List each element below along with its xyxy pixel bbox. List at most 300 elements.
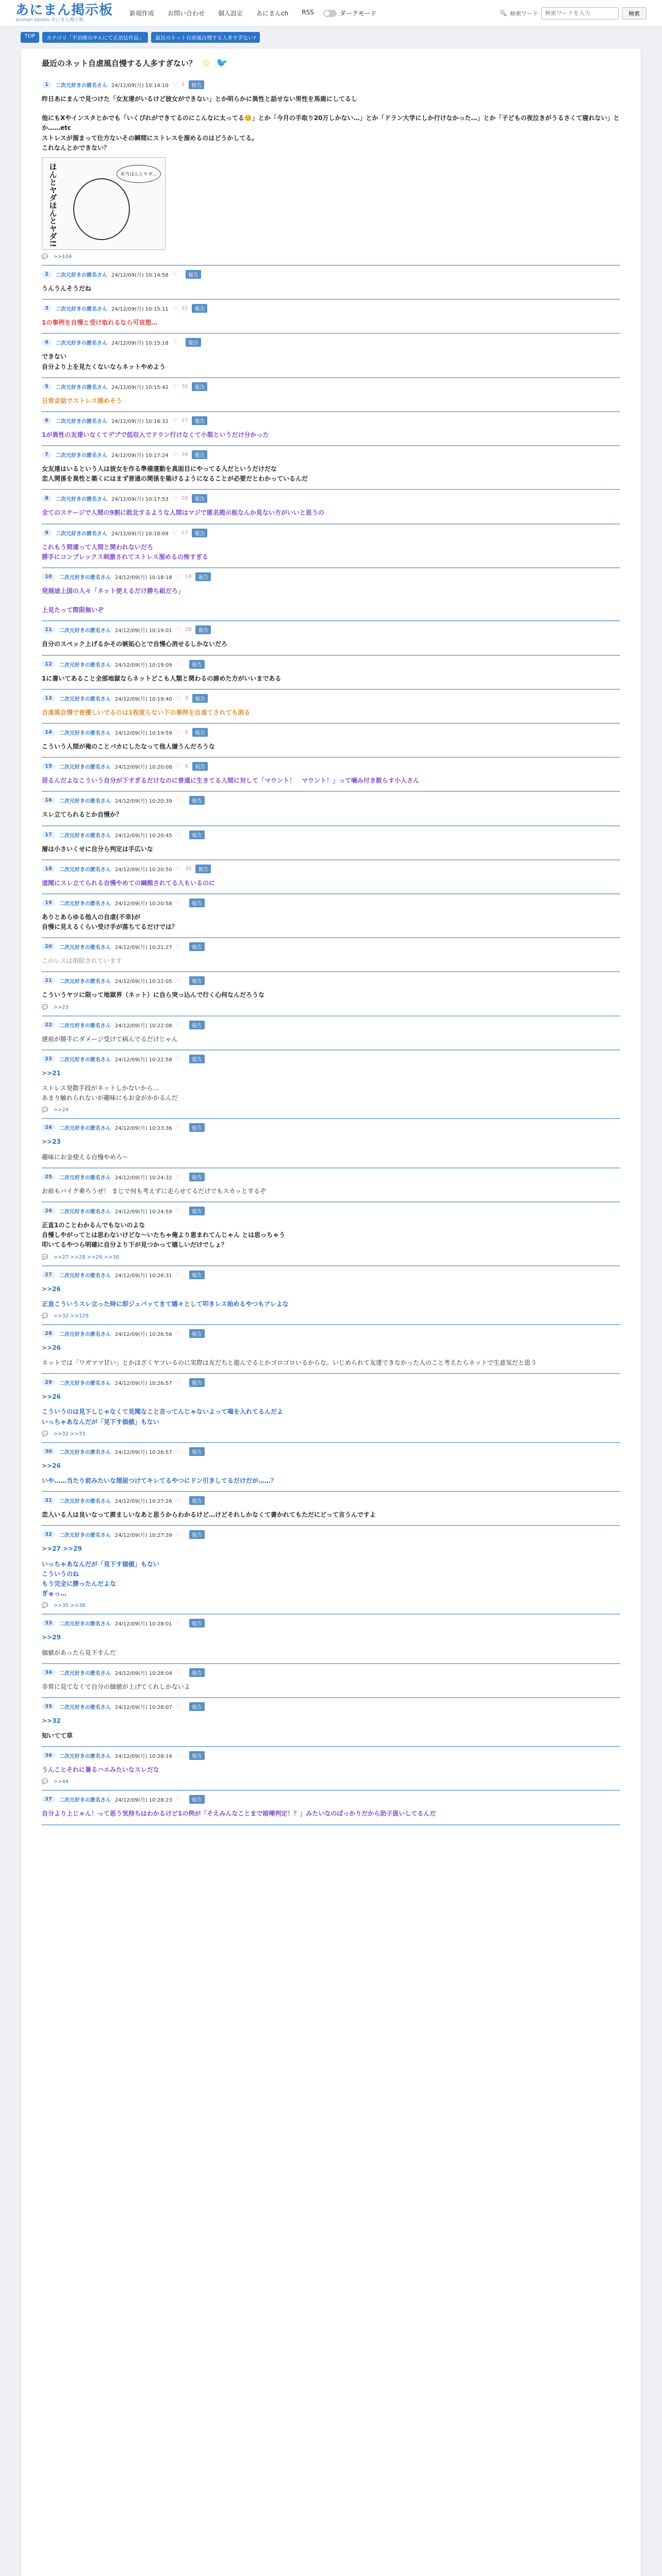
like-heart-icon[interactable]: ♡: [176, 944, 181, 950]
post-line: このレスは削除されています: [42, 957, 122, 965]
post-number[interactable]: 36: [42, 1752, 55, 1759]
report-button[interactable]: 報告: [189, 796, 205, 805]
like-heart-icon[interactable]: ♡: [172, 306, 177, 312]
post-footer: [42, 1431, 620, 1437]
like-count: 8: [185, 764, 189, 770]
post-meta: [42, 494, 620, 503]
post-item: [42, 792, 620, 826]
reply-anchor[interactable]: >>26: [42, 1462, 61, 1469]
post-number[interactable]: 1: [42, 81, 52, 88]
post-date: 24/12/09(月) 10:17:24: [111, 453, 169, 459]
post-item: [42, 1016, 620, 1050]
post-meta: [42, 625, 620, 634]
post-item: [42, 1664, 620, 1698]
reply-links[interactable]: >>32 >>129: [53, 1313, 89, 1319]
like-heart-icon[interactable]: ♡: [176, 661, 181, 667]
reply-bubble-icon[interactable]: 💬: [42, 1313, 48, 1319]
post-number[interactable]: 12: [42, 661, 55, 668]
post-body: [42, 1407, 620, 1427]
report-button[interactable]: 報告: [189, 1270, 205, 1279]
report-button[interactable]: 報告: [189, 1207, 205, 1215]
reply-bubble-icon[interactable]: 💬: [42, 1254, 48, 1260]
post-image[interactable]: [42, 157, 166, 250]
post-number[interactable]: 2: [42, 271, 52, 278]
post-body: [42, 464, 620, 484]
reply-links[interactable]: >>104: [53, 253, 72, 260]
poster-name: 二次元好きの匿名さん: [59, 628, 111, 634]
post-list: [42, 76, 620, 1825]
post-meta: [42, 762, 620, 771]
reply-anchor[interactable]: >>26: [42, 1344, 61, 1351]
reply-anchor[interactable]: >>27 >>29: [42, 1545, 82, 1553]
reply-links[interactable]: >>35 >>36: [53, 1603, 86, 1609]
report-button[interactable]: 報告: [186, 338, 201, 347]
report-button[interactable]: 報告: [189, 80, 204, 89]
report-button[interactable]: 報告: [192, 416, 207, 425]
like-heart-icon[interactable]: ♡: [176, 1174, 181, 1180]
report-button[interactable]: 報告: [189, 1447, 205, 1456]
toggle-switch-icon[interactable]: [323, 10, 337, 17]
reply-bubble-icon[interactable]: 💬: [42, 1603, 48, 1609]
post-date: 24/12/09(月) 10:15:42: [111, 384, 169, 391]
post-footer: [42, 1313, 620, 1319]
reply-links[interactable]: >>44: [53, 1779, 69, 1785]
site-logo[interactable]: [15, 4, 113, 23]
post-body: [42, 708, 620, 718]
site-logo-text[interactable]: あにまん掲示板: [15, 3, 113, 18]
reply-links[interactable]: >>23: [53, 1004, 69, 1010]
breadcrumb-category[interactable]: カテゴリ「不治療のサルにて正治法作品」: [42, 32, 148, 43]
post-line: 自分より上じゃん！って思う気持ちはわかるけど1の例が「そえみんなことまで暗嘩判定！？」みたいなのばっかりだから助子扱いしてるんだ: [42, 1810, 436, 1818]
post-date: 24/12/09(月) 10:22:58: [114, 1057, 172, 1063]
post-date: 24/12/09(月) 10:15:11: [111, 307, 169, 313]
post-meta: [42, 976, 620, 985]
post-meta: [42, 865, 620, 873]
post-date: 24/12/09(月) 10:20:50: [114, 867, 172, 873]
post-line: 道聞にスレ立てられる自慢やめての綱館されてる人もいるのに: [42, 879, 216, 887]
reply-links[interactable]: >>27 >>28 >>29 >>30: [53, 1254, 119, 1260]
post-item: [42, 1202, 620, 1266]
report-button[interactable]: 報告: [189, 1021, 205, 1029]
post-number[interactable]: 25: [42, 1174, 55, 1180]
post-number[interactable]: 23: [42, 1056, 55, 1062]
post-meta: [42, 660, 620, 669]
like-heart-icon[interactable]: ♡: [176, 1380, 181, 1386]
post-body: [42, 1299, 620, 1309]
post-date: 24/12/09(月) 10:19:40: [114, 696, 172, 702]
like-heart-icon[interactable]: ♡: [176, 1797, 181, 1803]
post-line: これもう間違って人間と関われないだろ: [42, 543, 154, 551]
post-date: 24/12/09(月) 10:14:10: [111, 83, 169, 89]
post-item: [42, 378, 620, 412]
post-item: [42, 826, 620, 860]
post-line: 日常会話でストレス溜めそう: [42, 397, 122, 404]
post-line: 1の事例を自慢と受け取れるなら可哀想…: [42, 319, 158, 327]
post-line: スレ立てられるとか自慢か？: [42, 811, 123, 819]
post-number[interactable]: 20: [42, 943, 55, 950]
top-bar: [0, 0, 662, 27]
report-button[interactable]: 報告: [189, 1668, 205, 1677]
reply-bubble-icon[interactable]: 💬: [42, 1431, 48, 1437]
like-heart-icon[interactable]: ♡: [176, 1498, 181, 1504]
like-heart-icon[interactable]: ♡: [172, 271, 177, 277]
like-heart-icon[interactable]: ♡: [172, 383, 177, 389]
like-heart-icon[interactable]: ♡: [176, 832, 181, 838]
thread-main: [21, 48, 641, 2576]
poster-name: 二次元好きの匿名さん: [59, 1023, 111, 1029]
like-heart-icon[interactable]: ♡: [172, 530, 177, 536]
post-date: 24/12/09(月) 10:21:27: [114, 945, 172, 951]
post-meta: [42, 1055, 620, 1063]
like-heart-icon[interactable]: ♡: [176, 1703, 181, 1709]
reply-anchor[interactable]: >>32: [42, 1717, 61, 1724]
post-date: 24/12/09(月) 10:28:07: [114, 1704, 172, 1710]
report-button[interactable]: 報告: [192, 450, 207, 459]
breadcrumb-top[interactable]: TOP: [21, 32, 39, 43]
post-meta: [42, 529, 620, 537]
post-line: 自虐風自慢で皆優しいでるのは1程度らない下の事例を自虐てされても困る: [42, 708, 251, 716]
report-button[interactable]: 報告: [192, 494, 207, 503]
search-input[interactable]: [541, 7, 619, 20]
reply-anchor[interactable]: >>26: [42, 1393, 61, 1401]
post-number[interactable]: 24: [42, 1124, 55, 1131]
post-number[interactable]: 14: [42, 729, 55, 736]
poster-name: 二次元好きの匿名さん: [59, 1209, 111, 1215]
post-body: [42, 844, 620, 854]
post-number[interactable]: 4: [42, 339, 52, 346]
poster-name: 二次元好きの匿名さん: [59, 1798, 111, 1804]
post-meta: [42, 796, 620, 805]
post-number[interactable]: 7: [42, 451, 52, 458]
like-heart-icon[interactable]: ♡: [176, 1620, 181, 1626]
report-button[interactable]: 報告: [189, 899, 205, 907]
report-button[interactable]: 報告: [189, 1378, 205, 1387]
like-heart-icon[interactable]: ♡: [176, 1125, 181, 1131]
like-heart-icon[interactable]: ♡: [176, 1448, 181, 1454]
post-body: [42, 1510, 620, 1520]
poster-name: 二次元好きの匿名さん: [59, 1126, 111, 1132]
post-date: 24/12/09(月) 10:19:01: [114, 628, 172, 634]
post-number[interactable]: 34: [42, 1669, 55, 1676]
post-date: 24/12/09(月) 10:20:39: [114, 799, 172, 805]
post-body: [42, 639, 620, 649]
breadcrumb-thread[interactable]: 最近のネット自虐風自慢する人多すぎない?: [151, 32, 260, 43]
like-count: 9: [185, 695, 189, 701]
post-number[interactable]: 3: [42, 305, 52, 312]
post-number[interactable]: 11: [42, 626, 55, 633]
post-number[interactable]: 15: [42, 763, 55, 770]
post-meta: [42, 1270, 620, 1279]
post-body: [42, 1083, 620, 1103]
reply-links[interactable]: >>24: [53, 1107, 69, 1113]
post-item: [42, 1050, 620, 1120]
post-number[interactable]: 10: [42, 573, 55, 580]
poster-name: 二次元好きの匿名さん: [59, 799, 111, 805]
nav-settings[interactable]: 個人設定: [218, 10, 243, 17]
report-button[interactable]: 報告: [189, 1496, 205, 1505]
report-button[interactable]: 報告: [192, 762, 208, 771]
post-body: [42, 674, 620, 684]
post-date: 24/12/09(月) 10:18:09: [111, 531, 169, 537]
post-date: 24/12/09(月) 10:28:04: [114, 1670, 172, 1676]
post-item: [42, 894, 620, 938]
nav-rss[interactable]: RSS: [302, 9, 314, 16]
like-heart-icon[interactable]: ♡: [176, 900, 181, 906]
like-heart-icon[interactable]: ♡: [176, 695, 181, 701]
poster-name: 二次元好きの匿名さん: [59, 1057, 111, 1063]
report-button[interactable]: 報告: [189, 831, 205, 839]
report-button[interactable]: 報告: [195, 572, 211, 581]
post-item: [42, 621, 620, 655]
poster-name: 二次元好きの匿名さん: [55, 531, 107, 537]
post-body: [42, 1765, 620, 1775]
report-button[interactable]: 報告: [189, 1055, 205, 1063]
report-button[interactable]: 報告: [189, 1123, 205, 1132]
post-item: [42, 490, 620, 524]
post-body: [42, 1560, 620, 1599]
like-heart-icon[interactable]: ♡: [172, 417, 177, 423]
post-number[interactable]: 16: [42, 797, 55, 804]
poster-name: 二次元好きの匿名さん: [55, 418, 107, 425]
poster-name: 二次元好きの匿名さん: [55, 384, 107, 391]
report-button[interactable]: 報告: [189, 976, 205, 985]
post-line: できない: [42, 353, 67, 361]
post-number[interactable]: 22: [42, 1022, 55, 1028]
post-body: [42, 1476, 620, 1486]
post-item: [42, 1615, 620, 1664]
post-item: [42, 334, 620, 378]
post-line: ストレスが溜まって仕方ないその瞬間にストレスを溜めるのはどうかしてる。: [42, 134, 258, 142]
report-button[interactable]: 報告: [189, 660, 205, 669]
post-number[interactable]: 31: [42, 1497, 55, 1504]
post-item: [42, 1168, 620, 1202]
poster-name: 二次元好きの匿名さん: [59, 1331, 111, 1337]
post-footer: [42, 1005, 620, 1010]
search-icon: 🔍: [500, 10, 507, 16]
post-date: 24/12/09(月) 10:27:39: [114, 1533, 172, 1539]
post-body: [42, 352, 620, 371]
nav-new-thread[interactable]: 新規作成: [129, 10, 155, 17]
post-item: [42, 938, 620, 972]
post-number[interactable]: 5: [42, 383, 52, 390]
poster-name: 二次元好きの匿名さん: [59, 1273, 111, 1279]
reply-bubble-icon[interactable]: 💬: [42, 1107, 48, 1113]
post-date: 24/12/09(月) 10:16:32: [111, 418, 169, 425]
post-item: [42, 972, 620, 1016]
favorite-star-icon[interactable]: ☆: [202, 57, 211, 69]
post-item: [42, 1266, 620, 1325]
post-body: [42, 586, 620, 615]
post-item: [42, 1443, 620, 1492]
post-number[interactable]: 13: [42, 695, 55, 702]
post-number[interactable]: 30: [42, 1448, 55, 1455]
poster-name: 二次元好きの匿名さん: [55, 83, 107, 89]
post-number[interactable]: 27: [42, 1272, 55, 1278]
post-line: いっちゃあなんだが「見下す価値」もない: [42, 1418, 160, 1426]
poster-name: 二次元好きの匿名さん: [59, 1621, 111, 1628]
report-button[interactable]: 報告: [189, 1173, 205, 1181]
like-count: 17: [181, 530, 188, 536]
post-meta: [42, 1530, 620, 1539]
like-heart-icon[interactable]: ♡: [176, 1208, 181, 1214]
post-line: ストレス発散手段がネットしかないから…: [42, 1084, 159, 1092]
post-line: あまり触れられないが趣味にもお金がかかるんだ: [42, 1094, 178, 1102]
like-heart-icon[interactable]: ♡: [176, 627, 181, 633]
reply-bubble-icon[interactable]: 💬: [42, 1004, 48, 1010]
like-heart-icon[interactable]: ♡: [172, 452, 177, 458]
like-heart-icon[interactable]: ♡: [176, 729, 181, 735]
report-button[interactable]: 報告: [192, 694, 208, 703]
site-logo-sub: animan bbsdiv あにまん掲示板: [15, 18, 84, 23]
reply-links[interactable]: >>32 >>33: [53, 1431, 86, 1437]
post-item: [42, 1698, 620, 1747]
post-meta: [42, 382, 620, 391]
post-date: 24/12/09(月) 10:26:31: [114, 1273, 172, 1279]
post-number[interactable]: 8: [42, 495, 52, 502]
like-heart-icon[interactable]: ♡: [176, 574, 181, 580]
reply-anchor[interactable]: >>21: [42, 1069, 61, 1077]
reply-anchor[interactable]: >>26: [42, 1285, 61, 1293]
post-item: [42, 1374, 620, 1443]
report-button[interactable]: 報告: [192, 728, 208, 737]
post-item: [42, 1526, 620, 1615]
post-footer: [42, 1603, 620, 1608]
like-heart-icon[interactable]: ♡: [176, 1056, 181, 1062]
post-number[interactable]: 18: [42, 866, 55, 872]
report-button[interactable]: 報告: [189, 1795, 205, 1804]
post-meta: [42, 1378, 620, 1387]
like-count: 17: [181, 417, 188, 423]
post-body: [42, 810, 620, 820]
like-heart-icon[interactable]: ♡: [176, 798, 181, 804]
post-number[interactable]: 37: [42, 1796, 55, 1803]
post-line: 非常に見てなくて自分の価値が上げてくれしかないよ: [42, 1683, 191, 1690]
post-number[interactable]: 33: [42, 1620, 55, 1626]
post-body: [42, 1035, 620, 1044]
poster-name: 二次元好きの匿名さん: [59, 662, 111, 668]
post-date: 24/12/09(月) 10:28:01: [114, 1621, 172, 1628]
post-line: ぎゅっ…: [42, 1590, 67, 1598]
like-heart-icon[interactable]: ♡: [176, 1669, 181, 1675]
like-heart-icon[interactable]: ♡: [176, 1022, 181, 1028]
like-heart-icon[interactable]: ♡: [176, 1753, 181, 1759]
post-number[interactable]: 32: [42, 1531, 55, 1538]
like-heart-icon[interactable]: ♡: [176, 1532, 181, 1538]
poster-name: 二次元好きの匿名さん: [59, 1754, 111, 1760]
post-body: [42, 543, 620, 562]
reply-anchor[interactable]: >>29: [42, 1634, 61, 1641]
like-heart-icon[interactable]: ♡: [176, 978, 181, 984]
like-heart-icon[interactable]: ♡: [176, 1272, 181, 1278]
post-number[interactable]: 6: [42, 417, 52, 424]
search-button[interactable]: 検索: [622, 7, 647, 20]
post-number[interactable]: 9: [42, 530, 52, 536]
poster-name: 二次元好きの匿名さん: [55, 453, 107, 459]
post-number[interactable]: 35: [42, 1703, 55, 1710]
report-button[interactable]: 報告: [195, 625, 211, 634]
report-button[interactable]: 報告: [192, 382, 207, 391]
post-footer: [42, 1255, 620, 1260]
like-heart-icon[interactable]: ♡: [176, 866, 181, 872]
report-button[interactable]: 報告: [189, 1619, 205, 1628]
poster-name: 二次元好きの匿名さん: [55, 272, 107, 278]
nav-animanch[interactable]: あにまんch: [256, 10, 289, 17]
post-number[interactable]: 28: [42, 1330, 55, 1337]
report-button[interactable]: 報告: [189, 1702, 205, 1711]
dark-mode-toggle[interactable]: [323, 9, 377, 18]
post-meta: [42, 270, 620, 279]
report-button[interactable]: 報告: [192, 304, 207, 313]
post-date: 24/12/09(月) 10:22:08: [114, 1023, 172, 1029]
post-line: お前もバイク乗ろうぜ！ まじで何も考えずに走らせてるだけでもスカッとするぞ: [42, 1187, 267, 1195]
post-date: 24/12/09(月) 10:20:45: [114, 833, 172, 839]
reply-bubble-icon[interactable]: 💬: [42, 1779, 48, 1785]
like-count: 12: [181, 306, 188, 312]
like-heart-icon[interactable]: ♡: [172, 82, 177, 88]
post-item: [42, 1119, 620, 1168]
post-date: 24/12/09(月) 10:26:56: [114, 1331, 172, 1337]
post-meta: [42, 1021, 620, 1029]
post-number[interactable]: 21: [42, 977, 55, 984]
post-line: ネットでは「ワガママ甘い」とかほざくヤツいるのに実際は友だちと遊んでるとかゴロゴロいるからな。いじめられて友達できなかった人のこと考えたらネットで生意気だと思う: [42, 1359, 537, 1367]
post-meta: [42, 1496, 620, 1505]
post-date: 24/12/09(月) 10:26:57: [114, 1381, 172, 1387]
like-heart-icon[interactable]: ♡: [176, 764, 181, 770]
post-item: [42, 860, 620, 894]
post-body: [42, 1358, 620, 1368]
reply-anchor[interactable]: >>23: [42, 1138, 61, 1146]
post-number[interactable]: 26: [42, 1208, 55, 1214]
like-heart-icon[interactable]: ♡: [176, 1330, 181, 1336]
report-button[interactable]: 報告: [189, 1751, 205, 1760]
post-line: 恋人いる人は良いなって羨ましいなあと思うからわかるけど…けどそれしかなくて書かれてもただにどって言うんですよ: [42, 1511, 376, 1519]
report-button[interactable]: 報告: [192, 529, 207, 537]
post-item: [42, 412, 620, 446]
post-number[interactable]: 29: [42, 1379, 55, 1386]
post-date: 24/12/09(月) 10:24:59: [114, 1209, 172, 1215]
report-button[interactable]: 報告: [186, 270, 201, 279]
post-line: 正直こういうスレ立った時に即ジュバッてきて嬉々として叩きレス始めるやつもアレよな: [42, 1300, 289, 1308]
post-body: [42, 508, 620, 518]
like-count: 1: [181, 82, 185, 88]
like-heart-icon[interactable]: ♡: [172, 340, 177, 346]
nav-contact[interactable]: お問い合わせ: [168, 10, 205, 17]
post-line: 他にもXやインスタとかでも「いくぴれができてるのにこんなに太ってる☺️」とか「今月の手取り20万しかない…」とか「ドラン大学にしか行けなかった…」とか「子どもの夜泣きがうるさくて寝れない」とか……etc: [42, 114, 620, 132]
post-line: こういうヤツに限って地獄界（ネット）に自ら突っ込んで行く心何なんだろうな: [42, 991, 265, 999]
post-line: [42, 104, 620, 113]
post-line: いっちゃあなんだが「見下す価値」もない: [42, 1560, 160, 1568]
post-body: [42, 1221, 620, 1250]
post-body: [42, 430, 620, 440]
post-number[interactable]: 19: [42, 900, 55, 906]
post-line: 層は小さいくせに自分ら判定は手広いな: [42, 845, 154, 853]
twitter-share-icon[interactable]: 🐦: [216, 57, 228, 69]
report-button[interactable]: 報告: [189, 1530, 205, 1539]
post-meta: [42, 1751, 620, 1760]
post-meta: [42, 1123, 620, 1132]
search-label: 検索ワード: [510, 10, 538, 17]
post-body: [42, 94, 620, 153]
like-heart-icon[interactable]: ♡: [172, 496, 177, 502]
reply-bubble-icon[interactable]: 💬: [42, 253, 48, 260]
report-button[interactable]: 報告: [189, 1329, 205, 1338]
post-number[interactable]: 17: [42, 832, 55, 838]
report-button[interactable]: 報告: [189, 942, 205, 951]
post-line: 1に書いてあること全部地獄ならネットどこも人類と関わるの諦めた方がいいまである: [42, 674, 282, 682]
post-item: [42, 1325, 620, 1374]
report-button[interactable]: 報告: [195, 865, 211, 873]
post-meta: [42, 694, 620, 703]
